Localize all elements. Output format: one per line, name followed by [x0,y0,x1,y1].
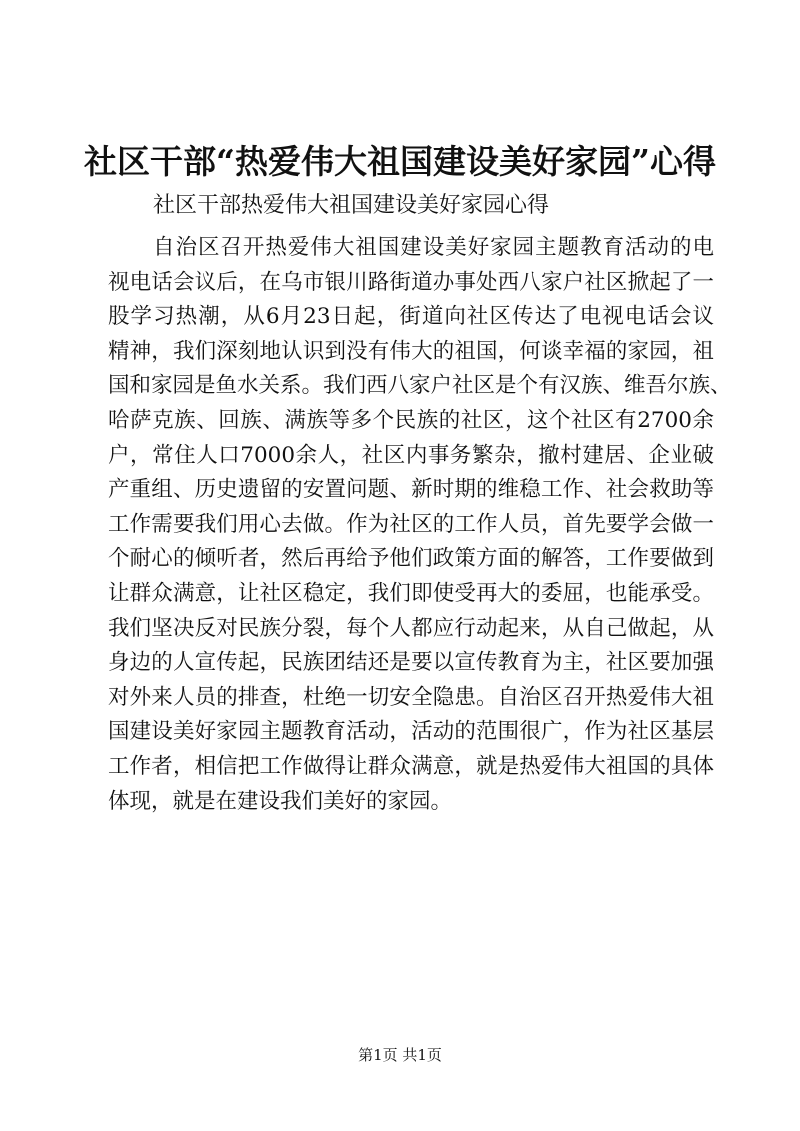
body-line: 国建设美好家园主题教育活动，活动的范围很广，作为社区基层 [108,719,714,745]
body-line: 工作需要我们用心去做。作为社区的工作人员，首先要学会做一 [108,511,714,537]
body-line: 身边的人宣传起，民族团结还是要以宣传教育为主，社区要加强 [108,650,714,676]
body-line: 精神，我们深刻地认识到没有伟大的祖国，何谈幸福的家园，祖 [108,338,714,364]
body-line: 哈萨克族、回族、满族等多个民族的社区，这个社区有2700余 [108,407,714,433]
body-line: 让群众满意，让社区稳定，我们即使受再大的委屈，也能承受。 [108,580,714,606]
body-line: 体现，就是在建设我们美好的家园。 [108,788,453,814]
body-line: 工作者，相信把工作做得让群众满意，就是热爱伟大祖国的具体 [108,753,714,779]
body-line: 股学习热潮，从6月23日起，街道向社区传达了电视电话会议 [108,304,714,330]
body-line: 视电话会议后，在乌市银川路街道办事处西八家户社区掀起了一 [108,269,714,295]
document-title: 社区干部“热爱伟大祖国建设美好家园”心得 [84,142,716,181]
body-line: 产重组、历史遗留的安置问题、新时期的维稳工作、社会救助等 [108,477,714,503]
body-line: 户，常住人口7000余人，社区内事务繁杂，撤村建居、企业破 [108,442,714,468]
body-line: 个耐心的倾听者，然后再给予他们政策方面的解答，工作要做到 [108,546,714,572]
body-line: 国和家园是鱼水关系。我们西八家户社区是个有汉族、维吾尔族、 [108,373,732,399]
document-subtitle: 社区干部热爱伟大祖国建设美好家园心得 [153,193,550,218]
body-line: 自治区召开热爱伟大祖国建设美好家园主题教育活动的电 [153,235,714,260]
body-line: 对外来人员的排查，杜绝一切安全隐患。自治区召开热爱伟大祖 [108,684,714,710]
body-line: 我们坚决反对民族分裂，每个人都应行动起来，从自己做起，从 [108,615,714,641]
page-footer: 第1页 共1页 [358,1046,442,1064]
body-paragraph [108,231,732,819]
